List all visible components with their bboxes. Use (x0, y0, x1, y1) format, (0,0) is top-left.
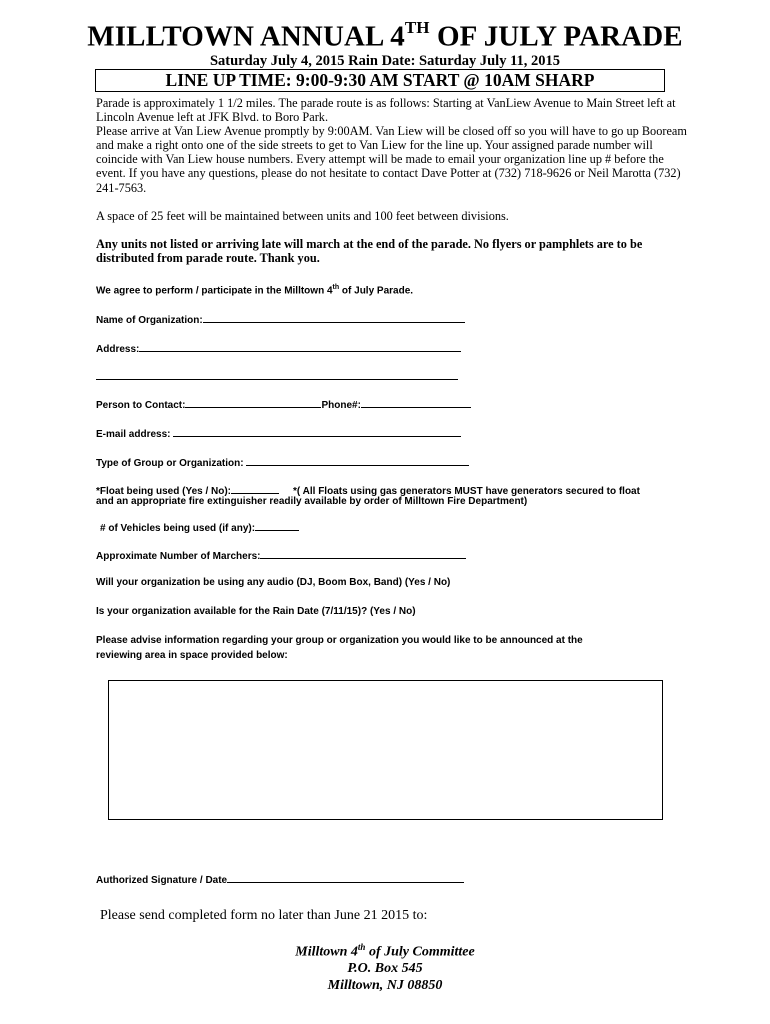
page-title (0, 20, 770, 54)
float-label: *Float being used (Yes / No): (96, 486, 232, 497)
committee-text-start: Milltown 4 (295, 944, 358, 960)
address-input-line[interactable] (139, 342, 461, 352)
vehicles-label: # of Vehicles being used (if any): (100, 523, 256, 534)
address-label: Address: (96, 344, 140, 355)
route-instructions (96, 96, 696, 195)
float-input-line[interactable] (231, 484, 279, 494)
agreement-superscript: th (332, 284, 340, 291)
title-superscript: TH (404, 18, 430, 37)
contact-field (96, 398, 471, 411)
title-text-start: MILLTOWN ANNUAL 4 (87, 20, 405, 53)
marchers-label: Approximate Number of Marchers: (96, 551, 261, 562)
title-text-end: OF JULY PARADE (429, 20, 683, 53)
arrival-paragraph: Please arrive at Van Liew Avenue promptly by 9:00AM. Van Liew will be closed off so you will have to go up Booream and make a right onto one of the side streets to get to Van Liew for the line up. Your assigned parade number will coincide with Van Liew house numbers. Every attempt will be made to email your organization line up # before the event. If you have any questions, please do not hesitate to contact Dave Potter at (732) 718-9626 or Neil Marotta (732) 241-7563. (96, 124, 687, 195)
marchers-input-line[interactable] (260, 549, 466, 559)
email-label: E-mail address: (96, 429, 174, 440)
email-field (96, 427, 461, 440)
committee-text-end: of July Committee (365, 944, 475, 960)
address-second-line[interactable] (96, 379, 458, 380)
spacing-notice: A space of 25 feet will be maintained between units and 100 feet between divisions. (96, 209, 509, 223)
late-arrival-notice: Any units not listed or arriving late will march at the end of the parade. No flyers or pamphlets are to be distributed from parade route. Thank you. (96, 237, 643, 266)
contact-label: Person to Contact: (96, 400, 186, 411)
agreement-statement (96, 284, 413, 296)
contact-input-line[interactable] (185, 398, 321, 408)
announcement-instruction: Please advise information regarding your group or organization you would like to be announced at the (96, 635, 583, 646)
organization-input-line[interactable] (203, 313, 465, 323)
organization-field (96, 313, 465, 326)
lineup-time-box (95, 69, 665, 92)
mailing-address (0, 939, 770, 994)
phone-input-line[interactable] (361, 398, 471, 408)
announcement-instruction-continuation: reviewing area in space provided below: (96, 650, 288, 661)
rain-date-question: Is your organization available for the Rain Date (7/11/15)? (Yes / No) (96, 606, 416, 617)
agreement-text-end: of July Parade. (339, 285, 414, 297)
vehicles-input-line[interactable] (255, 521, 299, 531)
po-box: P.O. Box 545 (347, 961, 423, 977)
announcement-text-box[interactable] (108, 680, 663, 820)
group-type-input-line[interactable] (246, 456, 469, 466)
city-state-zip: Milltown, NJ 08850 (327, 977, 443, 993)
address-field (96, 342, 461, 355)
date-subtitle: Saturday July 4, 2015 Rain Date: Saturday July 11, 2015 (209, 53, 561, 69)
phone-label: Phone#: (321, 400, 361, 411)
lineup-time-text: LINE UP TIME: 9:00-9:30 AM START @ 10AM SHARP (165, 70, 595, 90)
committee-name (0, 939, 770, 961)
group-type-field (96, 456, 469, 469)
email-input-line[interactable] (173, 427, 461, 437)
audio-question: Will your organization be using any audio (DJ, Boom Box, Band) (Yes / No) (96, 577, 451, 588)
float-note-continuation: and an appropriate fire extinguisher readily available by order of Milltown Fire Department) (96, 496, 528, 507)
organization-label: Name of Organization: (96, 315, 203, 326)
marchers-field (96, 549, 466, 562)
signature-field (96, 873, 464, 886)
route-paragraph: Parade is approximately 1 1/2 miles. The parade route is as follows: Starting at VanLiew Avenue to Main Street left at Lincoln Avenue left at JFK Blvd. to Boro Park. (96, 96, 676, 125)
agreement-text-start: We agree to perform / participate in the Milltown 4 (96, 285, 333, 297)
signature-input-line[interactable] (227, 873, 464, 883)
committee-superscript: th (357, 942, 366, 952)
vehicles-field (100, 521, 299, 534)
group-type-label: Type of Group or Organization: (96, 458, 247, 469)
signature-label: Authorized Signature / Date (96, 875, 228, 886)
send-instruction: Please send completed form no later than June 21 2015 to: (100, 908, 428, 923)
float-note-text: *( All Floats using gas generators MUST have generators secured to float (293, 486, 640, 497)
